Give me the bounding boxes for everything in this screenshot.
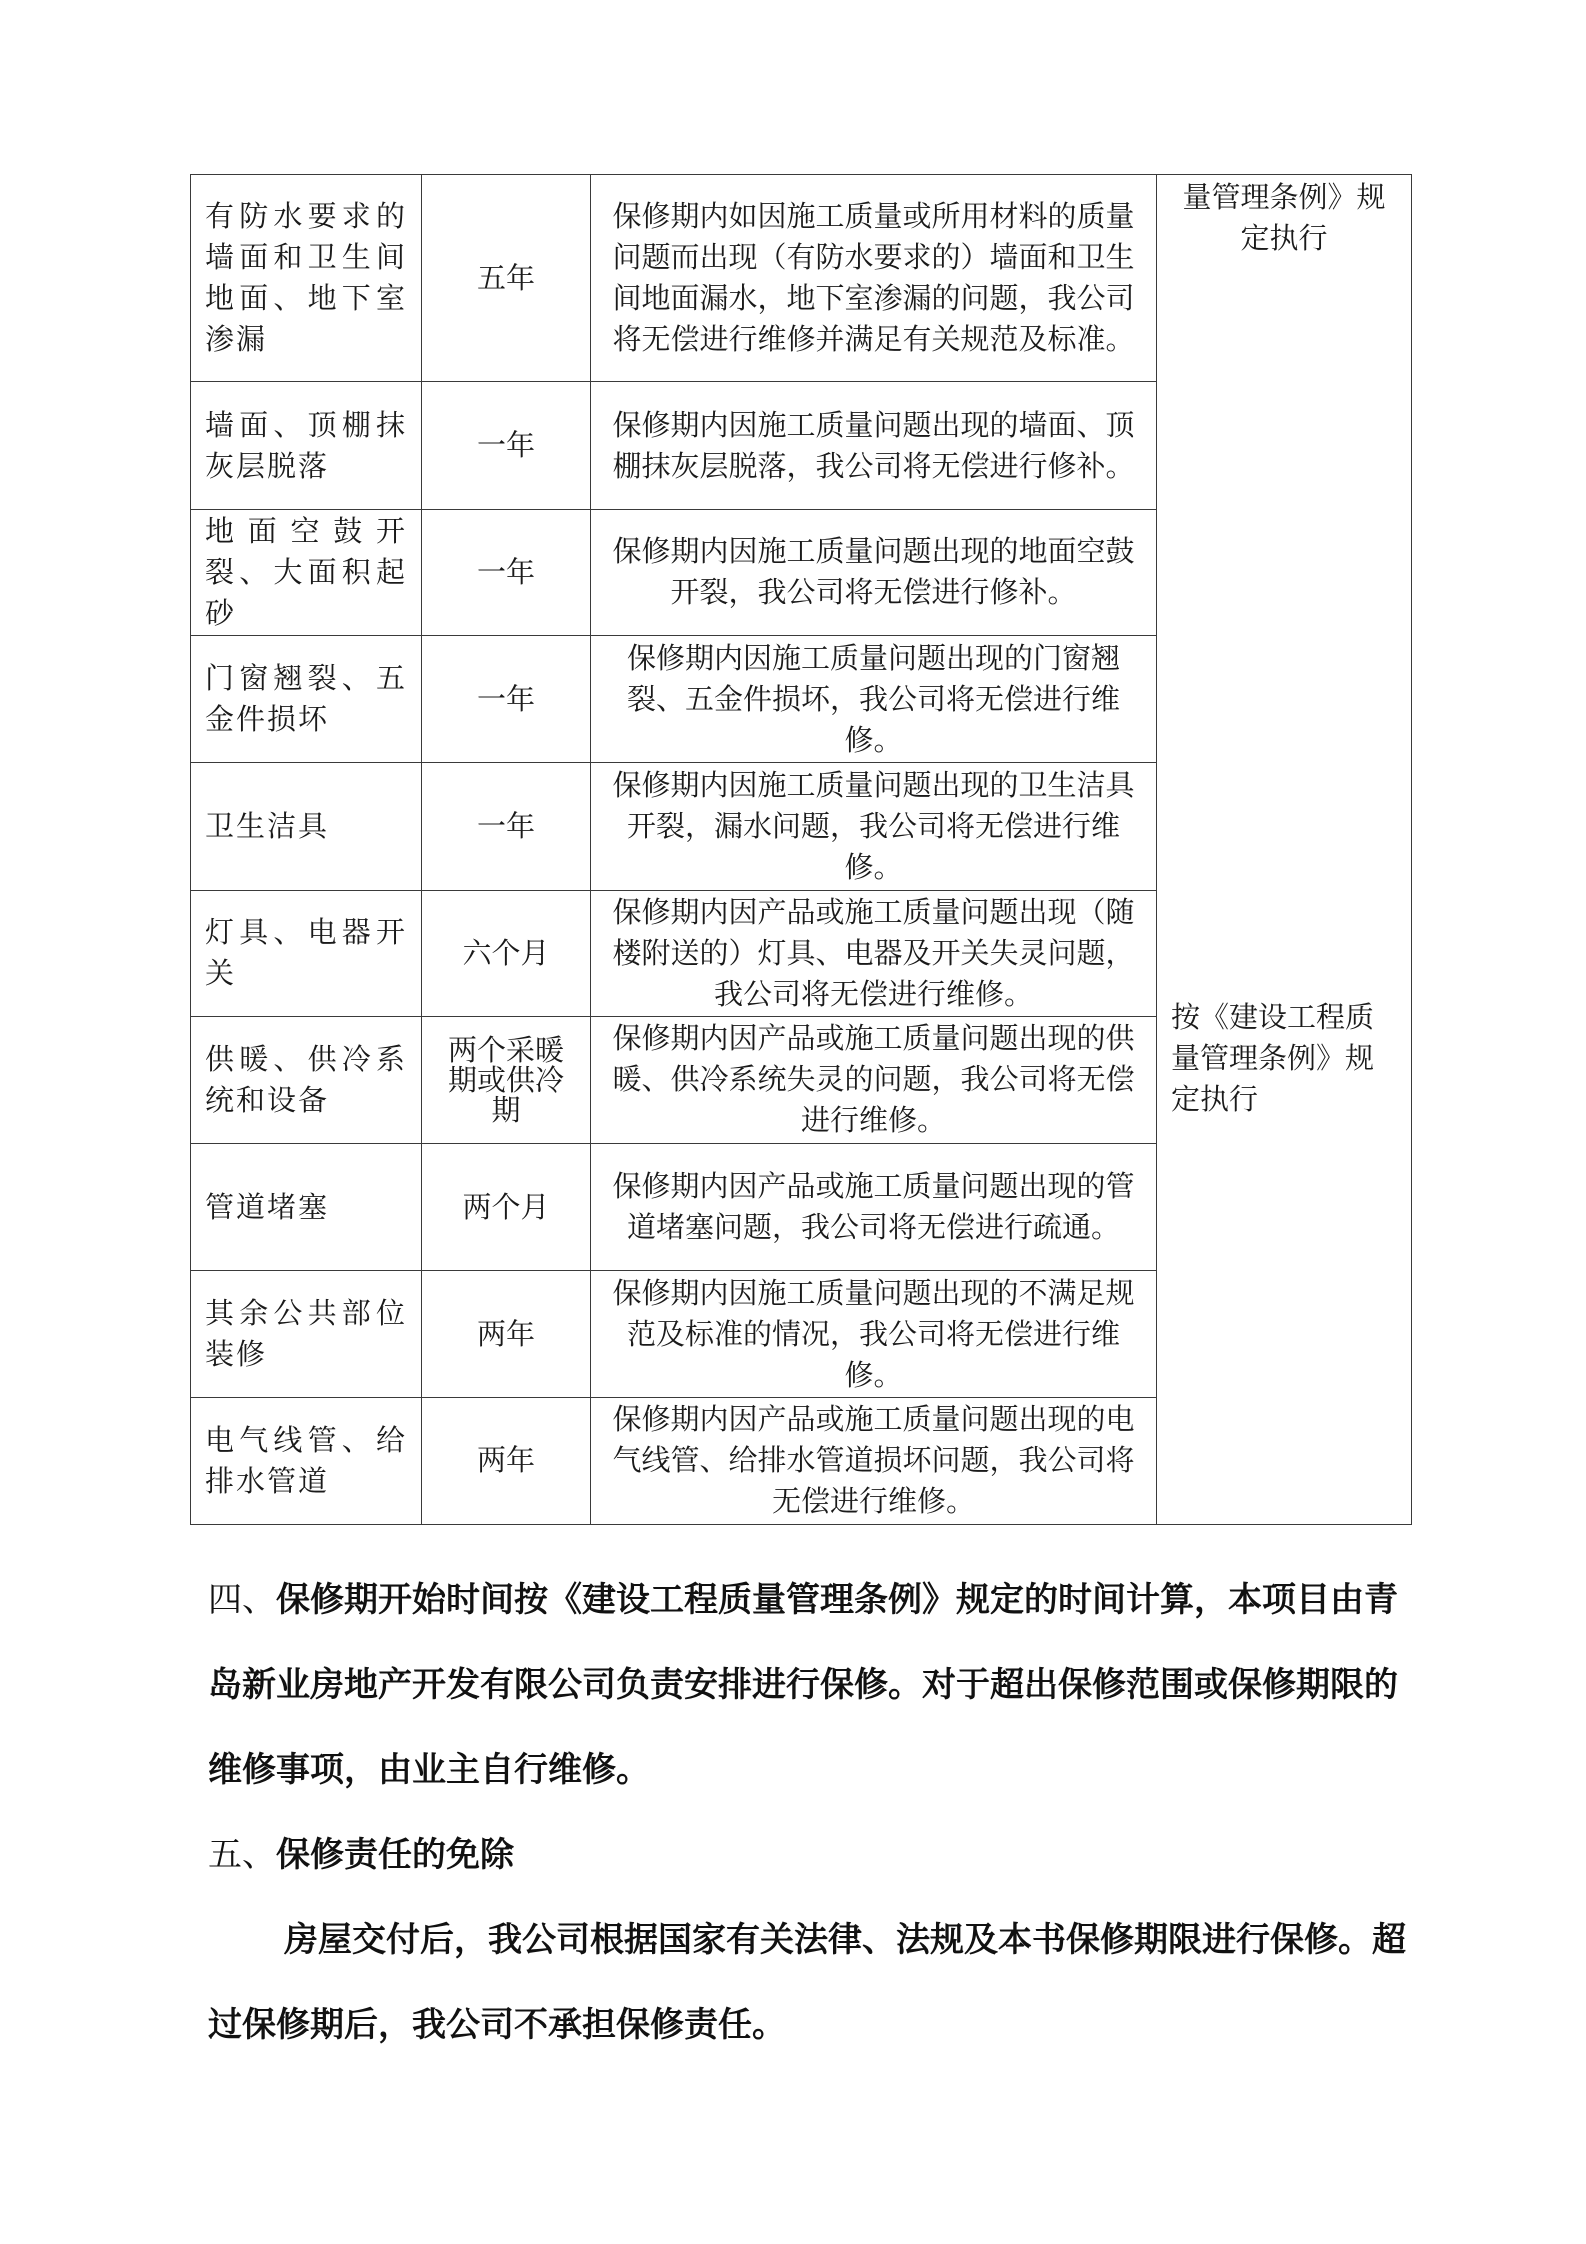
warranty-description: 保修期内因施工质量问题出现的地面空鼓开裂，我公司将无偿进行修补。 [591, 509, 1157, 635]
section-four-paragraph [208, 1558, 1412, 1813]
section-four-number: 四、 [208, 1580, 276, 1620]
warranty-table [190, 174, 1412, 1525]
warranty-period: 六个月 [422, 890, 591, 1016]
warranty-description: 保修期内因施工质量问题出现的不满足规范及标准的情况，我公司将无偿进行维修。 [591, 1271, 1157, 1397]
warranty-description: 保修期内如因施工质量或所用材料的质量问题而出现（有防水要求的）墙面和卫生间地面漏水，地下室渗漏的问题，我公司将无偿进行维修并满足有关规范及标准。 [591, 175, 1157, 382]
warranty-basis: 按《建设工程质量管理条例》规定执行 [1171, 1000, 1375, 1116]
warranty-period: 两个采暖期或供冷期 [422, 1016, 591, 1143]
section-five-heading [208, 1813, 1412, 1898]
warranty-item: 灯具、电器开关 [191, 890, 422, 1016]
warranty-period: 一年 [422, 382, 591, 509]
warranty-period: 两个月 [422, 1144, 591, 1271]
warranty-basis-continued: 量管理条例》规定执行 [1182, 180, 1386, 255]
warranty-description: 保修期内因产品或施工质量问题出现的供暖、供冷系统失灵的问题，我公司将无偿进行维修。 [591, 1016, 1157, 1143]
warranty-item: 管道堵塞 [191, 1144, 422, 1271]
warranty-item: 墙面、顶棚抹灰层脱落 [191, 382, 422, 509]
warranty-basis-cell [1157, 175, 1412, 1525]
warranty-item: 有防水要求的墙面和卫生间地面、地下室渗漏 [191, 175, 422, 382]
warranty-item: 卫生洁具 [191, 763, 422, 890]
warranty-description: 保修期内因施工质量问题出现的墙面、顶棚抹灰层脱落，我公司将无偿进行修补。 [591, 382, 1157, 509]
section-four-text: 保修期开始时间按《建设工程质量管理条例》规定的时间计算，本项目由青岛新业房地产开发有限公司负责安排进行保修。对于超出保修范围或保修期限的维修事项，由业主自行维修。 [208, 1580, 1398, 1790]
warranty-period: 五年 [422, 175, 591, 382]
section-five-title: 保修责任的免除 [276, 1835, 514, 1875]
warranty-item: 电气线管、给排水管道 [191, 1397, 422, 1524]
warranty-period: 一年 [422, 636, 591, 763]
warranty-period: 一年 [422, 509, 591, 635]
warranty-item: 供暖、供冷系统和设备 [191, 1016, 422, 1143]
warranty-period: 两年 [422, 1271, 591, 1397]
table-row [191, 175, 1412, 382]
warranty-description: 保修期内因产品或施工质量问题出现的电气线管、给排水管道损坏问题，我公司将无偿进行维修。 [591, 1397, 1157, 1524]
warranty-item: 其余公共部位装修 [191, 1271, 422, 1397]
warranty-description: 保修期内因施工质量问题出现的门窗翘裂、五金件损坏，我公司将无偿进行维修。 [591, 636, 1157, 763]
warranty-item: 门窗翘裂、五金件损坏 [191, 636, 422, 763]
section-five-paragraph: 房屋交付后，我公司根据国家有关法律、法规及本书保修期限进行保修。超过保修期后，我公司不承担保修责任。 [208, 1920, 1406, 2045]
warranty-description: 保修期内因施工质量问题出现的卫生洁具开裂，漏水问题，我公司将无偿进行维修。 [591, 763, 1157, 890]
warranty-period: 一年 [422, 763, 591, 890]
warranty-description: 保修期内因产品或施工质量问题出现（随楼附送的）灯具、电器及开关失灵问题，我公司将无偿进行维修。 [591, 890, 1157, 1016]
section-five-number: 五、 [208, 1835, 276, 1875]
warranty-item: 地面空鼓开裂、大面积起砂 [191, 509, 422, 635]
warranty-description: 保修期内因产品或施工质量问题出现的管道堵塞问题，我公司将无偿进行疏通。 [591, 1144, 1157, 1271]
warranty-period: 两年 [422, 1397, 591, 1524]
